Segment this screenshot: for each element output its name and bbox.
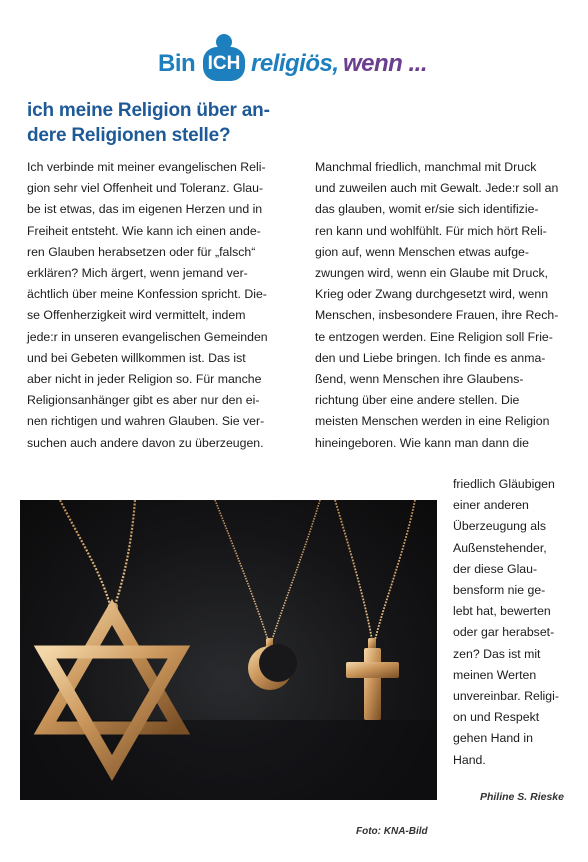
text-line: Krieg oder Zwang durchgesetzt wird, wenn: [315, 287, 549, 302]
text-line: erklären? Mich ärgert, wenn jemand ver-: [27, 266, 248, 281]
text-line: Religionsanhänger gibt es aber nur den ei-: [27, 393, 260, 408]
text-line: nen richtigen und wahren Glauben. Sie ver-: [27, 414, 265, 429]
text-line: Überzeugung als: [453, 519, 546, 534]
text-line: einer anderen: [453, 498, 529, 513]
subtitle-line-1: ich meine Religion über an-: [27, 100, 270, 121]
text-line: ren Glauben herabsetzen oder für „falsch“: [27, 244, 256, 259]
cross-pendant: [346, 648, 399, 720]
text-line: Hand.: [453, 752, 486, 767]
moon-chain-right: [272, 500, 320, 640]
header-ich: ICH: [207, 53, 241, 74]
text-line: te entzogen werden. Eine Religion soll Frie-: [315, 329, 553, 344]
subtitle-line-2: dere Religionen stelle?: [27, 125, 231, 146]
text-line: ren kann und wohlfühlt. Für mich hört Reli-: [315, 223, 547, 238]
page-header: [0, 28, 588, 88]
text-line: Manchmal friedlich, manchmal mit Druck: [315, 160, 537, 174]
text-line: richtung über eine andere stellen. Die: [315, 393, 520, 408]
article-subtitle: [27, 98, 347, 148]
text-line: und zuweilen auch mit Gewalt. Jede:r soll an: [315, 181, 559, 196]
text-line: gehen Hand in: [453, 731, 533, 746]
text-line: der diese Glau-: [453, 561, 538, 576]
text-line: das glauben, womit er/sie sich identifizie-: [315, 202, 539, 217]
cross-chain-left: [335, 500, 372, 640]
ich-logo-badge: [203, 34, 245, 84]
text-line: Außenstehender,: [453, 540, 547, 555]
text-line: oder gar herabset-: [453, 625, 555, 640]
text-line: lebt hat, bewerten: [453, 604, 551, 619]
text-line: zwungen wird, wenn ein Glaube mit Druck,: [315, 266, 549, 281]
star-chain-left: [60, 500, 110, 605]
right-text-column: [315, 157, 577, 454]
text-line: bensform nie ge-: [453, 583, 546, 598]
header-wenn: wenn ...: [343, 50, 428, 77]
narrow-text-column: [453, 474, 581, 771]
text-line: jede:r in unseren evangelischen Gemeinden: [27, 329, 268, 344]
text-line: meisten Menschen werden in eine Religion: [315, 414, 550, 429]
text-line: zen? Das ist mit: [453, 646, 541, 661]
text-line: ßend, wenn Menschen ihre Glaubens-: [315, 372, 524, 387]
text-line: den und Liebe bringen. Ich finde es anma-: [315, 350, 546, 365]
text-line: aber nicht in jeder Religion so. Für manche: [27, 372, 262, 387]
text-line: se Offenherzigkeit wird vermittelt, indem: [27, 308, 246, 323]
author-signature: Philine S. Rieske: [479, 791, 564, 803]
text-line: on und Respekt: [453, 710, 540, 725]
text-line: und bei Gebeten willkommen ist. Das ist: [27, 350, 246, 365]
crescent-moon-pendant: [248, 644, 297, 690]
text-line: unvereinbar. Religi-: [453, 689, 559, 704]
text-line: gion sehr viel Offenheit und Toleranz. Glau-: [27, 181, 264, 196]
pendants-illustration: [20, 500, 437, 800]
text-line: suchen auch andere davon zu überzeugen.: [27, 435, 264, 450]
text-line: friedlich Gläubigen: [453, 477, 555, 491]
text-line: meinen Werten: [453, 667, 537, 682]
text-line: ächtlich über meine Konfession spricht. Die-: [27, 287, 267, 302]
text-line: hineingeboren. Wie kann man dann die: [315, 435, 529, 450]
text-line: be ist etwas, das im eigenen Herzen und in: [27, 202, 263, 217]
text-line: gion auf, wenn Menschen etwas aufge-: [315, 244, 529, 259]
left-text-column: [27, 157, 299, 454]
text-line: Ich verbinde mit meiner evangelischen Reli-: [27, 160, 266, 174]
header-religios: religiös,: [251, 50, 339, 77]
text-line: Menschen, insbesondere Frauen, ihre Rech-: [315, 308, 559, 323]
photo-credit: Foto: KNA-Bild: [356, 826, 428, 837]
moon-chain-left: [215, 500, 268, 640]
header-bin: Bin: [158, 50, 196, 77]
star-chain-right: [115, 500, 135, 605]
text-line: Freiheit entsteht. Wie kann ich einen ande-: [27, 223, 261, 238]
religious-symbols-photo: [20, 500, 437, 800]
cross-chain-right: [375, 500, 415, 640]
